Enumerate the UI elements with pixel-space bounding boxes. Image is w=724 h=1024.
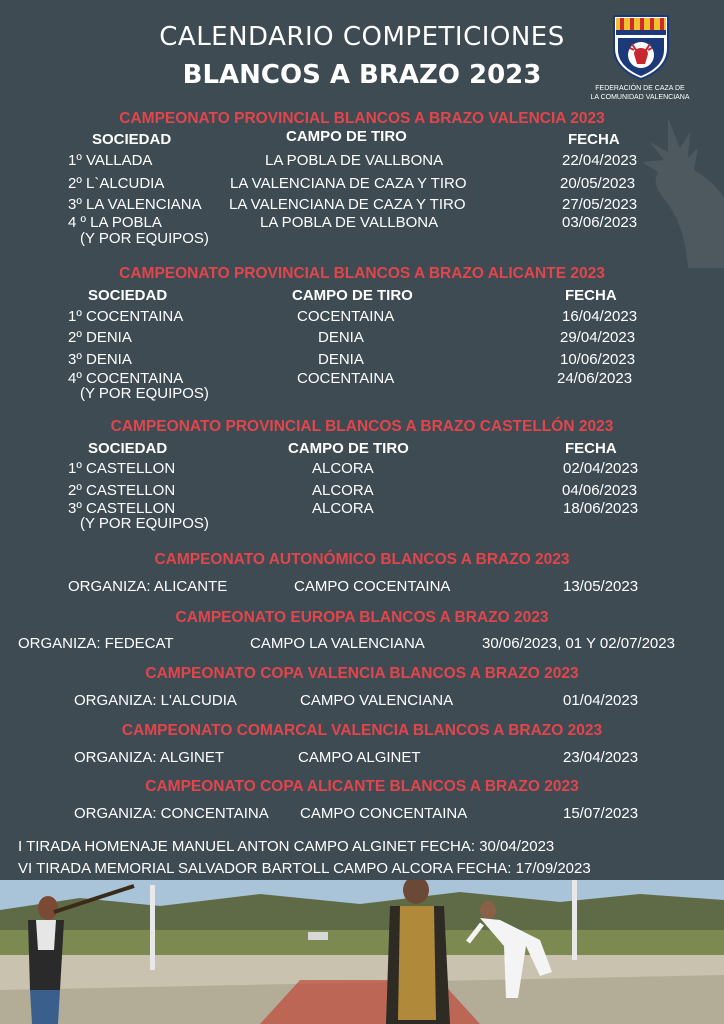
col-header-fecha: FECHA: [565, 287, 617, 304]
event-organiza: ORGANIZA: CONCENTAINA: [74, 805, 269, 822]
event-fecha: 23/04/2023: [563, 749, 639, 766]
event-organiza: ORGANIZA: L'ALCUDIA: [74, 692, 237, 709]
table-cell-campo: COCENTAINA: [297, 370, 395, 387]
table-cell-fecha: 18/06/2023: [563, 500, 639, 517]
table-cell-fecha: 27/05/2023: [562, 196, 638, 213]
col-header-fecha: FECHA: [565, 440, 617, 457]
table-cell-campo: ALCORA: [312, 482, 374, 499]
table-cell-fecha: 22/04/2023: [562, 152, 638, 169]
table-cell-sociedad: 4 º LA POBLA: [68, 214, 162, 231]
table-cell-campo: DENIA: [318, 329, 364, 346]
table-cell-sociedad: 1º COCENTAINA: [68, 308, 184, 325]
section-title-copa-valencia: CAMPEONATO COPA VALENCIA BLANCOS A BRAZO 2023: [145, 665, 579, 682]
note-memorial: VI TIRADA MEMORIAL SALVADOR BARTOLL CAMPO ALCORA FECHA: 17/09/2023: [18, 860, 591, 877]
federation-name: FEDERACIÓN DE CAZA DE LA COMUNIDAD VALENCIANA: [590, 85, 690, 101]
section-title-castellon: CAMPEONATO PROVINCIAL BLANCOS A BRAZO CASTELLÓN 2023: [110, 418, 614, 435]
table-cell-fecha: 02/04/2023: [563, 460, 639, 477]
col-header-sociedad: SOCIEDAD: [92, 131, 172, 148]
section-title-alicante: CAMPEONATO PROVINCIAL BLANCOS A BRAZO ALICANTE 2023: [119, 265, 605, 282]
event-fecha: 13/05/2023: [563, 578, 639, 595]
event-organiza: ORGANIZA: ALICANTE: [68, 578, 228, 595]
event-campo: CAMPO LA VALENCIANA: [250, 635, 425, 652]
table-cell-fecha: 20/05/2023: [560, 175, 636, 192]
table-cell-campo: ALCORA: [312, 460, 374, 477]
event-campo: CAMPO ALGINET: [298, 749, 421, 766]
table-cell-fecha: 29/04/2023: [560, 329, 636, 346]
table-cell-fecha: 10/06/2023: [560, 351, 636, 368]
event-fecha: 30/06/2023, 01 Y 02/07/2023: [482, 635, 675, 652]
table-cell-campo: LA POBLA DE VALLBONA: [265, 152, 444, 169]
section-title-europa: CAMPEONATO EUROPA BLANCOS A BRAZO 2023: [175, 609, 549, 626]
table-cell-sociedad: 3º DENIA: [68, 351, 132, 368]
table-cell-campo: LA VALENCIANA DE CAZA Y TIRO: [230, 175, 467, 192]
event-fecha: 01/04/2023: [563, 692, 639, 709]
table-cell-sociedad: 4º COCENTAINA: [68, 370, 184, 387]
table-cell-fecha: 16/04/2023: [562, 308, 638, 325]
shooting-field-photo: [0, 880, 724, 1024]
table-cell-sociedad: 3º LA VALENCIANA: [68, 196, 202, 213]
section-title-comarcal: CAMPEONATO COMARCAL VALENCIA BLANCOS A BRAZO 2023: [121, 722, 603, 739]
col-header-sociedad: SOCIEDAD: [88, 287, 168, 304]
team-note: (Y POR EQUIPOS): [80, 385, 209, 402]
table-cell-sociedad: 2º L`ALCUDIA: [68, 175, 165, 192]
event-campo: CAMPO CONCENTAINA: [300, 805, 468, 822]
team-note: (Y POR EQUIPOS): [80, 230, 209, 247]
col-header-campo: CAMPO DE TIRO: [286, 128, 407, 145]
section-title-copa-alicante: CAMPEONATO COPA ALICANTE BLANCOS A BRAZO 2023: [145, 778, 579, 795]
event-fecha: 15/07/2023: [563, 805, 639, 822]
col-header-fecha: FECHA: [568, 131, 620, 148]
table-cell-sociedad: 2º CASTELLON: [68, 482, 176, 499]
table-cell-sociedad: 3º CASTELLON: [68, 500, 176, 517]
col-header-sociedad: SOCIEDAD: [88, 440, 168, 457]
table-cell-sociedad: 2º DENIA: [68, 329, 132, 346]
page-title-line2: BLANCOS A BRAZO 2023: [182, 60, 542, 90]
table-cell-campo: LA POBLA DE VALLBONA: [260, 214, 439, 231]
col-header-campo: CAMPO DE TIRO: [288, 440, 409, 457]
event-organiza: ORGANIZA: ALGINET: [74, 749, 225, 766]
page-title-line1: CALENDARIO COMPETICIONES: [159, 22, 565, 52]
federation-shield-logo-icon: [612, 14, 670, 80]
event-organiza: ORGANIZA: FEDECAT: [18, 635, 174, 652]
table-cell-sociedad: 1º VALLADA: [68, 152, 153, 169]
team-note: (Y POR EQUIPOS): [80, 515, 209, 532]
note-homenaje: I TIRADA HOMENAJE MANUEL ANTON CAMPO ALGINET FECHA: 30/04/2023: [18, 838, 555, 855]
table-cell-campo: DENIA: [318, 351, 364, 368]
event-campo: CAMPO COCENTAINA: [294, 578, 451, 595]
table-cell-sociedad: 1º CASTELLON: [68, 460, 176, 477]
deer-watermark-icon: [628, 108, 724, 268]
table-cell-fecha: 24/06/2023: [557, 370, 633, 387]
table-cell-campo: LA VALENCIANA DE CAZA Y TIRO: [229, 196, 466, 213]
table-cell-fecha: 04/06/2023: [562, 482, 638, 499]
section-title-valencia: CAMPEONATO PROVINCIAL BLANCOS A BRAZO VALENCIA 2023: [119, 110, 605, 127]
event-campo: CAMPO VALENCIANA: [300, 692, 454, 709]
table-cell-fecha: 03/06/2023: [562, 214, 638, 231]
table-cell-campo: ALCORA: [312, 500, 374, 517]
table-cell-campo: COCENTAINA: [297, 308, 395, 325]
section-title-autonomico: CAMPEONATO AUTONÓMICO BLANCOS A BRAZO 2023: [154, 551, 570, 568]
col-header-campo: CAMPO DE TIRO: [292, 287, 413, 304]
